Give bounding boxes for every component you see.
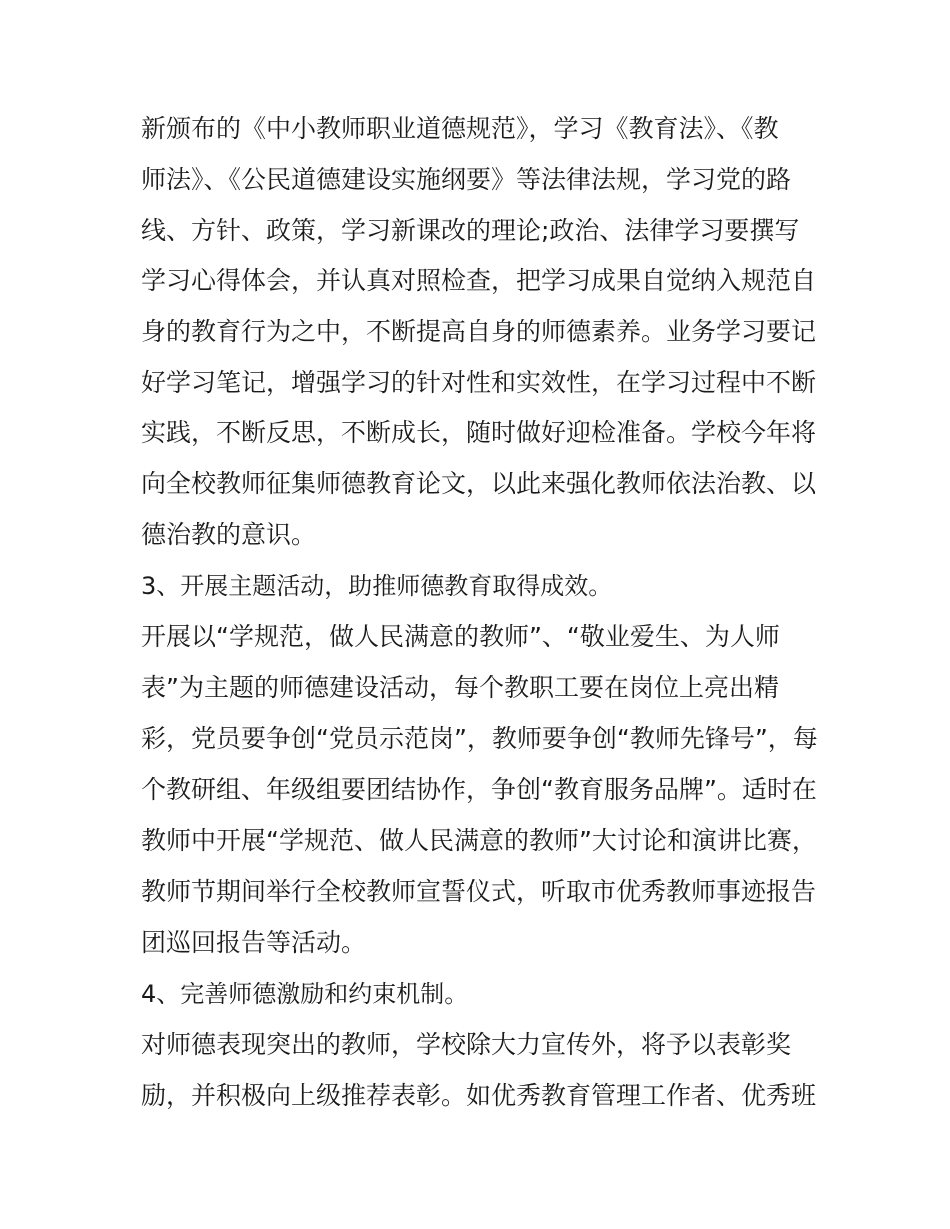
paragraph-line: 好学习笔记，增强学习的针对性和实效性，在学习过程中不断	[141, 368, 817, 397]
paragraph-line: 学习心得体会，并认真对照检查，把学习成果自觉纳入规范自	[141, 266, 817, 295]
paragraph-line: 德治教的意识。	[141, 520, 317, 549]
paragraph-line: 教师节期间举行全校教师宣誓仪式，听取市优秀教师事迹报告	[141, 877, 817, 906]
paragraph-line: 实践，不断反思，不断成长，随时做好迎检准备。学校今年将	[141, 418, 817, 447]
paragraph-line: 开展以“学规范，做人民满意的教师”、“敬业爱生、为人师	[141, 622, 780, 651]
paragraph-line: 彩，党员要争创“党员示范岗”，教师要争创“教师先锋号”，每	[141, 724, 818, 753]
paragraph-line: 身的教育行为之中，不断提高自身的师德素养。业务学习要记	[141, 317, 817, 346]
paragraph-line: 团巡回报告等活动。	[141, 928, 367, 957]
paragraph-line: 师法》、《公民道德建设实施纲要》等法律法规，学习党的路	[141, 165, 792, 194]
paragraph-line: 个教研组、年级组要团结协作，争创“教育服务品牌”。适时在	[141, 775, 817, 804]
paragraph-line: 新颁布的《中小教师职业道德规范》，学习《教育法》、《教	[141, 114, 779, 143]
paragraph-line: 教师中开展“学规范、做人民满意的教师”大讨论和演讲比赛，	[141, 826, 817, 855]
paragraph-line: 对师德表现突出的教师，学校除大力宣传外，将予以表彰奖	[141, 1030, 792, 1059]
paragraph-line: 表”为主题的师德建设活动，每个教职工要在岗位上亮出精	[141, 673, 779, 702]
paragraph-line: 线、方针、政策，学习新课改的理论;政治、法律学习要撰写	[141, 216, 800, 245]
section-heading-3: 3、开展主题活动，助推师德教育取得成效。	[141, 572, 613, 600]
paragraph-line: 向全校教师征集师德教育论文，以此来强化教师依法治教、以	[141, 469, 817, 498]
section-heading-4: 4、完善师德激励和约束机制。	[141, 980, 469, 1008]
paragraph-line: 励，并积极向上级推荐表彰。如优秀教育管理工作者、优秀班	[141, 1081, 817, 1110]
